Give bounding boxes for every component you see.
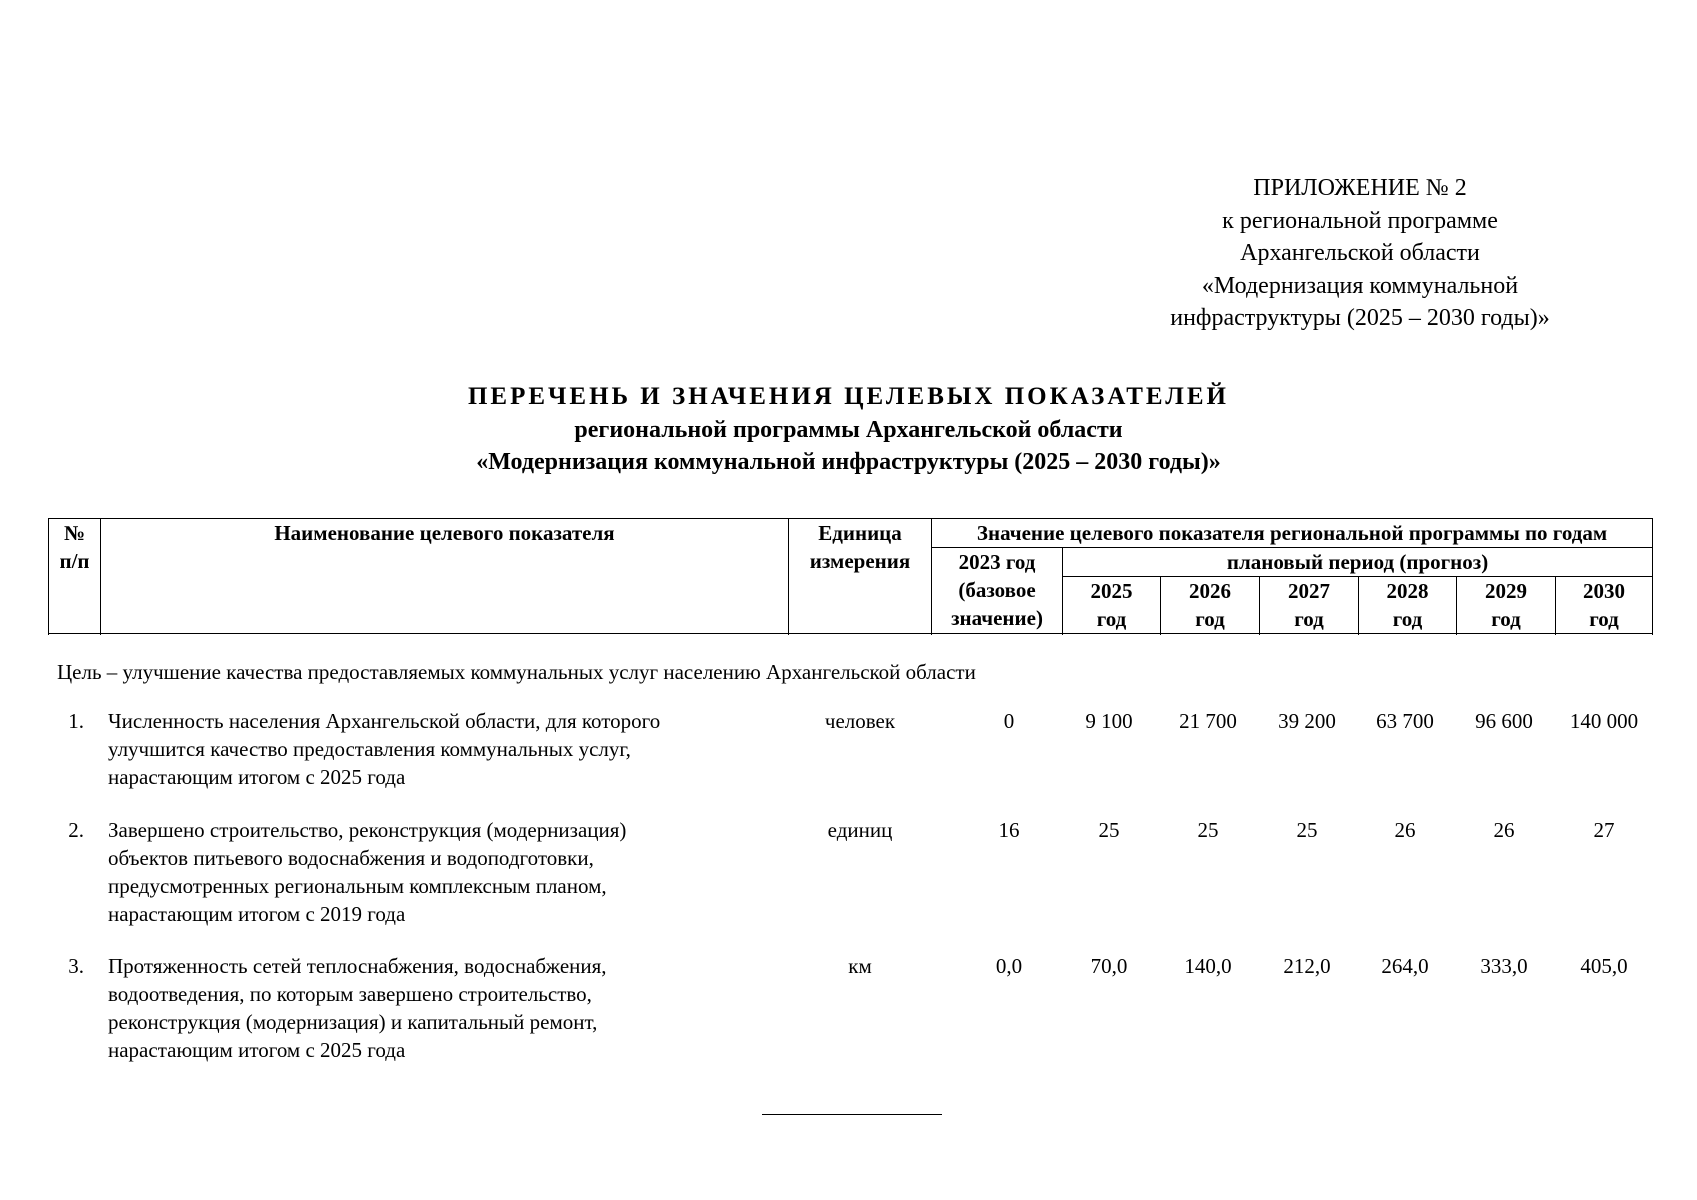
header-year-value: 2030 xyxy=(1583,579,1626,603)
title-line-2: региональной программы Архангельской области xyxy=(574,416,1123,443)
header-year-suffix: год xyxy=(1294,607,1324,631)
value-2029: 26 xyxy=(1493,818,1515,842)
header-year-value: 2029 xyxy=(1485,579,1527,603)
name-line: реконструкция (модернизация) и капитальный ремонт, xyxy=(108,1010,598,1034)
title-line-1: ПЕРЕЧЕНЬ И ЗНАЧЕНИЯ ЦЕЛЕВЫХ ПОКАЗАТЕЛЕЙ xyxy=(467,383,1230,410)
value-2025: 25 xyxy=(1098,818,1120,842)
name-line: нарастающим итогом с 2025 года xyxy=(108,1038,406,1062)
value-2030: 405,0 xyxy=(1580,954,1628,978)
name-line: нарастающим итогом с 2019 года xyxy=(108,902,406,926)
header-num-line: п/п xyxy=(59,549,90,573)
name-line: предусмотренных региональным комплексным планом, xyxy=(108,874,607,898)
value-2023: 0 xyxy=(1003,709,1015,733)
header-name: Наименование целевого показателя xyxy=(101,519,789,634)
value-2027: 212,0 xyxy=(1283,954,1331,978)
appendix-line: «Модернизация коммунальной xyxy=(1201,272,1519,299)
header-base-year xyxy=(932,548,1063,634)
header-base-line: 2023 год xyxy=(958,550,1036,574)
document-title xyxy=(0,381,1697,479)
name-line: улучшится качество предоставления коммунальных услуг, xyxy=(108,737,631,761)
header-year-2027 xyxy=(1260,577,1359,634)
header-year-2025 xyxy=(1063,577,1161,634)
appendix-line: Архангельской области xyxy=(1240,240,1480,266)
header-year-2030 xyxy=(1556,577,1653,634)
row-number: 1. xyxy=(68,709,84,733)
goal-text: Цель – улучшение качества предоставляемых коммунальных услуг населению Архангельской области xyxy=(57,660,976,684)
end-separator-line xyxy=(762,1114,942,1115)
name-line: водоотведения, по которым завершено строительство, xyxy=(108,982,592,1006)
value-2029: 96 600 xyxy=(1475,709,1533,733)
value-2023: 0,0 xyxy=(995,954,1023,978)
name-line: нарастающим итогом с 2025 года xyxy=(108,765,406,789)
value-2025: 70,0 xyxy=(1090,954,1128,978)
row-number: 2. xyxy=(68,818,84,842)
header-unit-line: измерения xyxy=(809,549,911,573)
header-plan-period: плановый период (прогноз) xyxy=(1063,548,1653,577)
header-year-value: 2027 xyxy=(1288,579,1330,603)
name-line: Протяженность сетей теплоснабжения, водоснабжения, xyxy=(108,954,607,978)
header-year-suffix: год xyxy=(1491,607,1521,631)
header-year-value: 2025 xyxy=(1090,579,1133,603)
appendix-line: к региональной программе xyxy=(1222,207,1498,234)
value-2028: 63 700 xyxy=(1376,709,1434,733)
title-line-3: «Модернизация коммунальной инфраструктуры (2025 – 2030 годы)» xyxy=(476,449,1221,475)
header-year-suffix: год xyxy=(1195,607,1225,631)
name-line: Численность населения Архангельской области, для которого xyxy=(108,709,661,733)
value-2025: 9 100 xyxy=(1085,709,1133,733)
header-year-suffix: год xyxy=(1589,607,1619,631)
indicators-table-header xyxy=(48,518,1653,634)
row-unit: человек xyxy=(824,709,896,733)
header-year-suffix: год xyxy=(1392,607,1423,631)
header-num xyxy=(49,519,101,634)
value-2030: 140 000 xyxy=(1569,709,1639,733)
header-year-2029 xyxy=(1457,577,1556,634)
header-unit xyxy=(789,519,932,634)
value-2023: 16 xyxy=(998,818,1020,842)
header-num-line: № xyxy=(63,521,86,545)
header-year-2026 xyxy=(1161,577,1260,634)
value-2026: 25 xyxy=(1197,818,1219,842)
value-2030: 27 xyxy=(1593,818,1615,842)
value-2026: 140,0 xyxy=(1184,954,1232,978)
row-indicator-name xyxy=(108,707,788,791)
header-year-value: 2028 xyxy=(1386,579,1429,603)
appendix-line: ПРИЛОЖЕНИЕ № 2 xyxy=(1253,175,1467,201)
header-base-line: значение) xyxy=(951,606,1043,630)
value-2028: 264,0 xyxy=(1381,954,1429,978)
header-base-line: (базовое xyxy=(958,578,1036,602)
row-indicator-name xyxy=(108,816,788,928)
row-unit: единиц xyxy=(827,818,893,842)
name-line: объектов питьевого водоснабжения и водоподготовки, xyxy=(108,846,594,870)
header-unit-line: Единица xyxy=(818,521,902,545)
header-year-2028 xyxy=(1359,577,1457,634)
value-2027: 25 xyxy=(1296,818,1318,842)
name-line: Завершено строительство, реконструкция (модернизация) xyxy=(108,818,627,842)
header-year-suffix: год xyxy=(1096,607,1127,631)
value-2027: 39 200 xyxy=(1278,709,1336,733)
row-indicator-name xyxy=(108,952,788,1064)
value-2026: 21 700 xyxy=(1179,709,1237,733)
appendix-line: инфраструктуры (2025 – 2030 годы)» xyxy=(1170,305,1550,331)
appendix-heading xyxy=(1115,172,1605,335)
row-number: 3. xyxy=(68,954,84,978)
row-unit: км xyxy=(848,954,872,978)
header-year-value: 2026 xyxy=(1189,579,1231,603)
value-2029: 333,0 xyxy=(1480,954,1528,978)
header-values-group: Значение целевого показателя региональной программы по годам xyxy=(932,519,1653,548)
value-2028: 26 xyxy=(1394,818,1416,842)
